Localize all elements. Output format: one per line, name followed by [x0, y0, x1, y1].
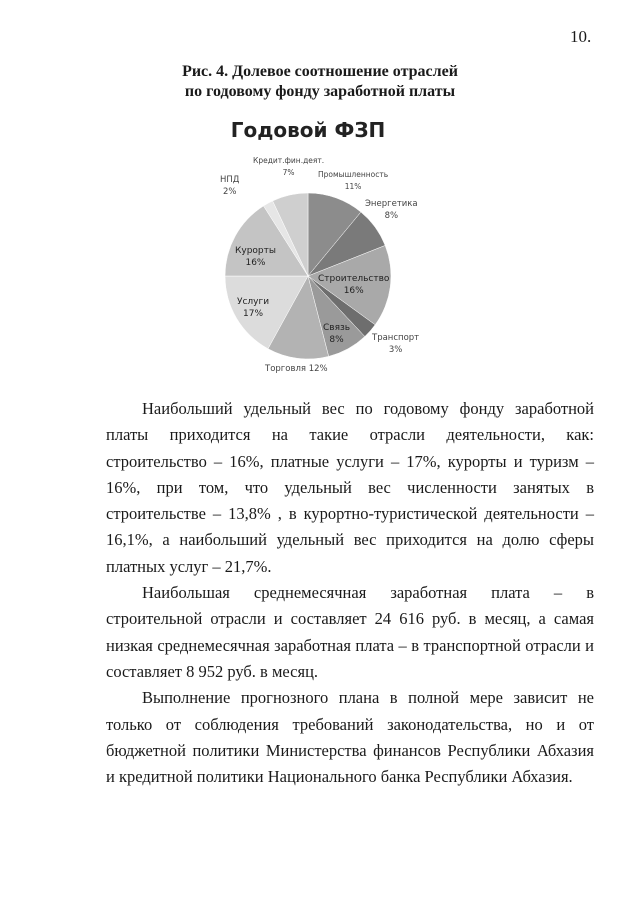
- body-text: [106, 396, 594, 790]
- label-trade: Торговля 12%: [265, 364, 328, 374]
- paragraph-1: Наибольший удельный вес по годовому фонду заработной платы приходится на такие отрасли деятельности, как: строительство – 16%, платные услуги – 17%, курорты и туризм – 16%, при том, что удельный вес численности занятых в строительстве – 13,8% , в курортно-туристической деятельности – 16,1%, а наибольший удельный вес приходится на долю сферы платных услуг – 21,7%.: [106, 399, 594, 576]
- pie-chart: [150, 110, 450, 380]
- label-resorts: Курорты 16%: [235, 246, 276, 268]
- label-credit-finance: Кредит.фин.деят. 7%: [253, 156, 325, 177]
- label-energy: Энергетика 8%: [365, 199, 418, 221]
- label-industry: Промышленность 11%: [318, 170, 389, 191]
- label-npd: НПД 2%: [220, 175, 240, 197]
- paragraph-3: Выполнение прогнозного плана в полной мере зависит не только от соблюдения требований законодательства, но и от бюджетной политики Министерства финансов Республики Абхазия и кредитной политики Национального банка Республики Абхазия.: [106, 688, 594, 787]
- figure-caption-line-1: Рис. 4. Долевое соотношение отраслей: [182, 63, 458, 80]
- figure-caption-line-2: по годовому фонду заработной платы: [184, 83, 456, 100]
- label-communication: Связь 8%: [323, 323, 351, 345]
- paragraph-2: Наибольшая среднемесячная заработная плата – в строительной отрасли и составляет 24 616 руб. в месяц, а самая низкая среднемесячная заработная плата – в транспортной отрасли и составляет 8 952 руб. в месяц.: [106, 583, 594, 681]
- page-number: 10.: [570, 27, 592, 46]
- label-services: Услуги 17%: [237, 297, 270, 319]
- label-transport: Транспорт 3%: [372, 333, 420, 355]
- chart-title: Годовой ФЗП: [230, 118, 386, 142]
- figure-caption: [0, 62, 640, 102]
- label-construction: Строительство 16%: [318, 274, 390, 296]
